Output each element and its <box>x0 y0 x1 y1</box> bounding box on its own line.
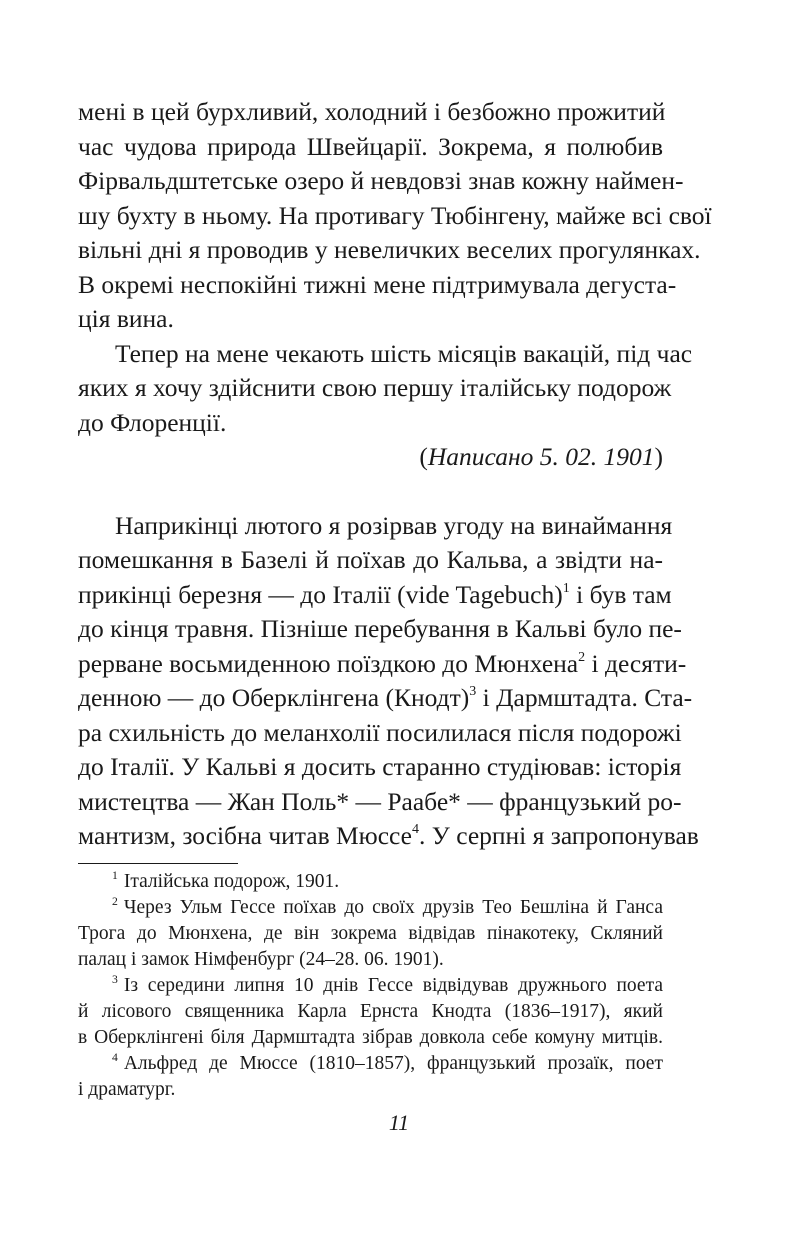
footnote-ref: 2 <box>578 649 586 665</box>
dateline-text: Написано 5. 02. 1901 <box>427 442 655 471</box>
page-number: 11 <box>388 1110 410 1135</box>
text-line: ція вина. <box>78 304 174 333</box>
text-line: яких я хочу здійснити свою першу італійську подорож <box>78 373 672 402</box>
text-line: час чудова природа Швейцарії. Зокрема, я полюбив <box>78 131 663 161</box>
footnote-line: $^1$ Італійська подорож, 1901. <box>112 868 340 892</box>
section-gap <box>78 475 663 509</box>
text-line: Фірвальдштетське озеро й невдовзі знав кожну наймен- <box>78 166 684 195</box>
footnote-ref: 4 <box>412 821 420 837</box>
text-line: вільні дні я проводив у невеличких веселих прогулянках. <box>78 235 701 264</box>
text-line: помешкання в Базелі й поїхав до Кальва, а звідти на- <box>78 545 663 574</box>
paragraph <box>78 95 712 337</box>
footnotes <box>78 869 663 1103</box>
text-line: мені в цей бурхливий, холодний і безбожно прожитий <box>78 97 666 126</box>
text-line: Наприкінці лютого я розірвав угоду на винаймання <box>115 510 673 540</box>
text-line: шу бухту в ньому. На противагу Тюбінгену, майже всі свої <box>78 200 712 230</box>
footnote-ref: 1 <box>562 580 570 596</box>
text-line: до Флоренції. <box>78 407 227 437</box>
footnote-line: $^3$ Із середини липня 10 днів Гессе відвідував дружнього поета <box>112 972 663 996</box>
footnote <box>78 869 663 895</box>
text-line: ра схильність до меланхолії посилилася після подорожі <box>78 717 682 747</box>
footnote-line: $^2$ Через Ульм Гессе поїхав до своїх друзів Тео Бешліна й Ганса <box>112 894 663 918</box>
footnote <box>78 1051 663 1103</box>
text-line: рерване восьмиденною поїздкою до Мюнхена$^2$ і десяти- <box>78 648 687 678</box>
footnote-number: 3 <box>112 972 118 986</box>
text-line: В окремі неспокійні тижні мене підтримувала дегуста- <box>78 269 677 299</box>
footnote-number: 4 <box>112 1050 118 1064</box>
footnote-number: 1 <box>112 868 118 882</box>
footnote-line: Трога до Мюнхена, де він зокрема відвідав пінакотеку, Скляний <box>78 923 663 944</box>
main-text <box>78 95 712 854</box>
paragraph <box>78 509 699 854</box>
paragraph <box>78 337 693 441</box>
text-line: мантизм, зосібна читав Мюссе$^4$. У серпні я запропонував <box>78 821 699 850</box>
footnote-line: палац і замок Німфенбург (24–28. 06. 1901). <box>78 949 444 970</box>
footnote-line: в Оберклінгені біля Дармштадта зібрав довкола себе комуну митців. <box>78 1027 663 1048</box>
footnote-line: й лісового священника Карла Ернста Кнодта (1836–1917), який <box>78 1001 663 1022</box>
text-line: до Італії. У Кальві я досить старанно студіював: історія <box>78 752 682 781</box>
text-line: прикінці березня — до Італії (vide Tagebuch)$^1$ і був там <box>78 579 672 609</box>
footnote-number: 2 <box>112 894 118 908</box>
text-line: Тепер на мене чекають шість місяців вакацій, під час <box>115 338 693 368</box>
footnote-line: $^4$ Альфред де Мюссе (1810–1857), французький прозаїк, поет <box>112 1050 663 1074</box>
footnote-separator <box>78 863 238 864</box>
text-line: до кінця травня. Пізніше перебування в Кальві було пе- <box>78 614 682 643</box>
footnote-line: і драматург. <box>78 1079 176 1100</box>
dateline: (Написано 5. 02. 1901) <box>419 442 663 471</box>
footnote-ref: 3 <box>469 683 477 699</box>
text-line: денною — до Оберклінгена (Кнодт)$^3$ і Дармштадта. Ста- <box>78 683 693 712</box>
footnote <box>78 895 663 973</box>
text-line: мистецтва — Жан Поль* — Раабе* — французький ро- <box>78 786 682 816</box>
footnote <box>78 973 663 1051</box>
